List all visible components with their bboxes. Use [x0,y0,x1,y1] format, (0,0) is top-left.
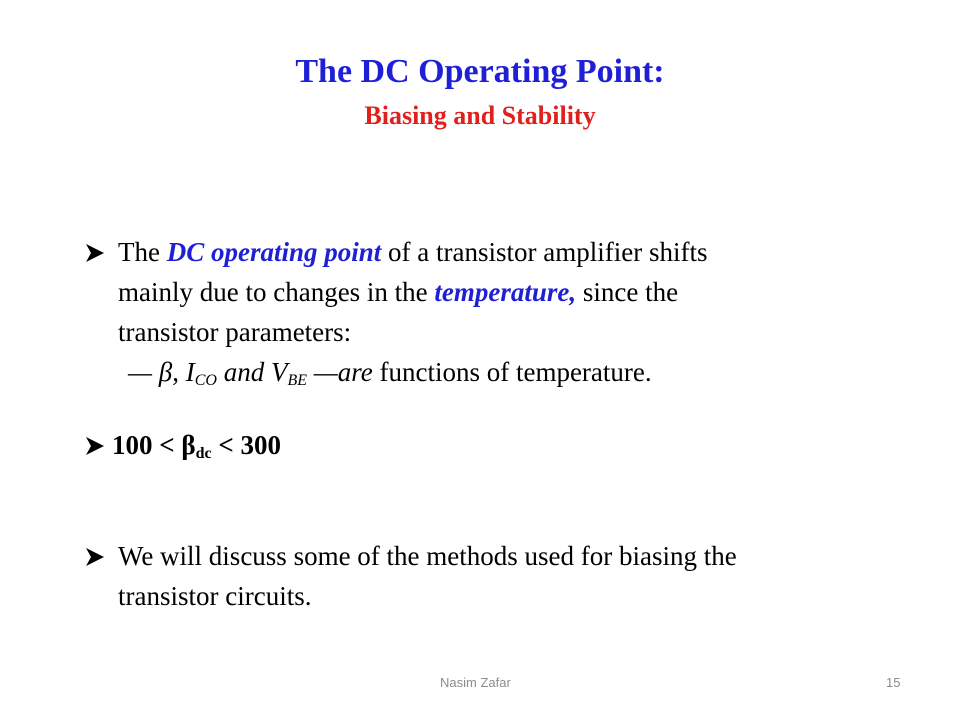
arrow-bullet-icon [84,425,110,465]
slide-subtitle: Biasing and Stability [364,101,596,130]
bullet-line-1: We will discuss some of the methods used for biasing the [118,541,737,571]
slide-title: The DC Operating Point: [295,53,665,90]
footer-page-number: 15 [886,675,901,690]
highlight-temperature: temperature, [434,277,577,307]
bullet-line-4: — β, $I_{CO}$ and $V_{BE}$ —are functions of temperature. [128,357,652,389]
bullet-line-3: transistor parameters: [118,317,352,347]
bullet-line-2: mainly due to changes in the temperature, since the [118,277,679,307]
bullet-text [118,536,737,616]
arrow-bullet-icon [84,536,110,576]
bullet-text [118,232,707,392]
arrow-bullet-icon [84,232,110,272]
highlight-dc-operating-point: DC operating point [166,237,382,267]
bullet-text [112,425,281,465]
bullet-line-2: transistor circuits. [118,581,312,611]
beta-range-line: $100 < \beta_{dc} < 300$ [112,430,282,462]
footer-author: Nasim Zafar [440,675,511,690]
bullet-line-1: The DC operating point of a transistor amplifier shifts [118,237,708,267]
